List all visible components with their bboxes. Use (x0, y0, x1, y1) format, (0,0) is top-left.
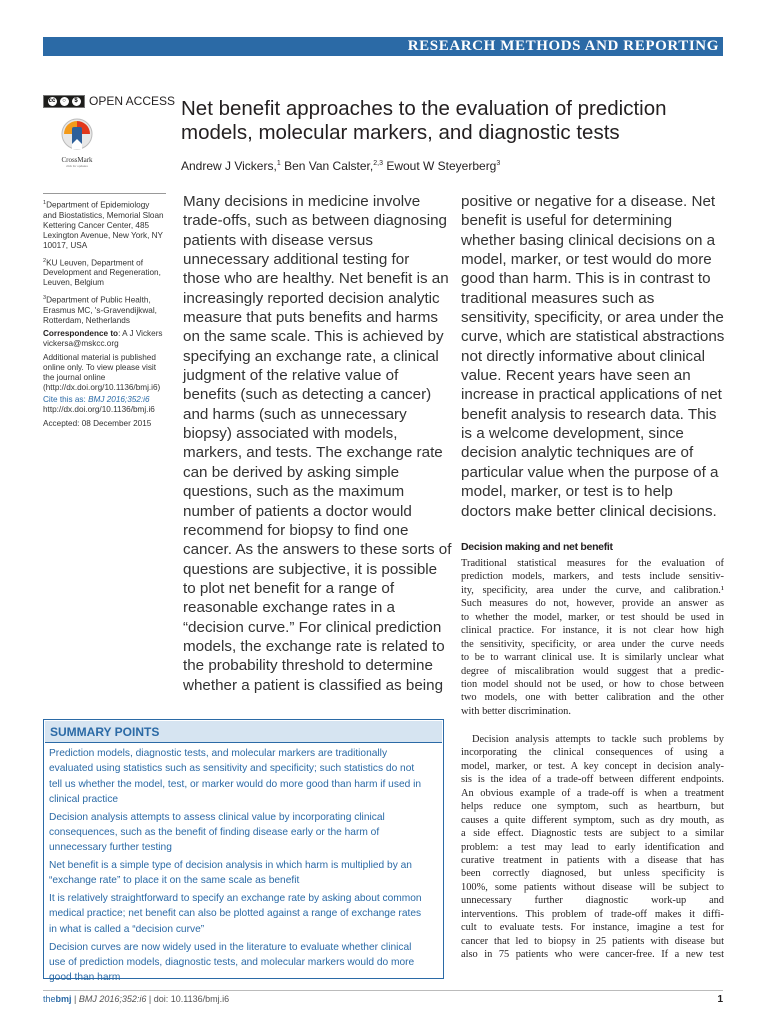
text-line: causes a quite different symptom, such as dry mouth, as (461, 814, 724, 826)
body-paragraph-2 (461, 733, 724, 961)
text-line: benefits (such as detecting a cancer) (183, 386, 432, 404)
footer-citation: BMJ 2016;352:i6 (78, 994, 147, 1004)
crossmark-label: CrossMark (61, 156, 93, 164)
text-line: degree of miscalibration would suggest that a predic- (461, 665, 724, 677)
open-access-label: OPEN ACCESS (89, 94, 176, 108)
text-line: helps reduce one symptom, such as heartburn, but (461, 801, 724, 813)
text-line: positive or negative for a disease. Net (461, 193, 716, 210)
text-line: doctors make better clinical decisions. (461, 502, 717, 520)
cc-license-icon[interactable] (43, 95, 85, 108)
text-line: model, marker, or test. A key concept in decision analy- (461, 760, 724, 772)
text-line: An obvious example of a trade-off is when a treatment (461, 787, 724, 799)
summary-point (49, 746, 441, 807)
author-list (181, 159, 500, 173)
text-line: number of patients a doctor would (183, 502, 412, 520)
text-line: questions are subjective, it is possible (183, 560, 438, 578)
text-line: increasingly reported decision analytic (183, 289, 440, 307)
summary-point (49, 891, 441, 937)
by-icon: ○ (60, 97, 69, 106)
accepted-date: Accepted: 08 December 2015 (43, 419, 152, 429)
page-number: 1 (717, 994, 723, 1005)
abstract-column-right (461, 192, 724, 521)
text-line: the sensitivity, specificity, or area under the curve needs (461, 638, 724, 650)
affiliation-2: $^2$KU Leuven, Department of Development and Regeneration, Leuven, Belgium (43, 257, 161, 288)
text-line: recommend for biopsy to find one (183, 521, 409, 539)
text-line: interventions. This problem of trade-off makes it diffi- (461, 908, 724, 920)
text-line: whether basing clinical decisions on a (461, 231, 716, 249)
summary-point-line: Decision curves are now widely used in the literature to evaluate whether clinical (49, 941, 412, 953)
abstract-column-left (183, 192, 451, 695)
author-name: Ben Van Calster, (284, 159, 374, 173)
summary-point-line: Net benefit is a simple type of decision analysis in which harm is multiplied by an (49, 860, 412, 872)
correspondence: Correspondence to: A J Vickers vickersa@mskcc.org (43, 329, 163, 349)
summary-point-line: Prediction models, diagnostic tests, and molecular markers are traditionally (49, 748, 388, 759)
author-affiliation-number: 1 (276, 160, 281, 167)
text-line: tion model should not be used, or how to chose between (461, 678, 724, 690)
footer-doi[interactable]: doi: 10.1136/bmj.i6 (153, 994, 230, 1004)
text-line: sis is the idea of a trade-off between different endpoints. (461, 774, 724, 786)
text-line: decision analytic techniques are of (461, 444, 694, 462)
summary-point (49, 810, 441, 856)
summary-points-box (43, 719, 444, 984)
text-line: value. Recent years have seen an (461, 367, 691, 385)
text-line: been correctly diagnosed, but unless specificity is (461, 868, 724, 880)
text-line: not directly informative about clinical (461, 347, 705, 365)
text-line: specifying an exchange rate, a clinical (183, 347, 439, 365)
author-name: Ewout W Steyerberg (386, 159, 497, 173)
text-line: incorporating the clinical consequences of using a (461, 747, 724, 759)
text-line: cult to evaluate tests. For instance, imagine a test for (461, 922, 724, 934)
text-line: particular value when the purpose of a (461, 463, 719, 481)
text-line: can be derived by asking simple (183, 463, 400, 481)
text-line: trade-offs, such as between diagnosing (183, 212, 447, 230)
summary-point (49, 940, 441, 986)
footer-divider (43, 990, 723, 991)
text-line: biopsy) associated with models, (183, 425, 398, 443)
article-title: Net benefit approaches to the evaluation of prediction models, molecular markers, and diagnostic tests (181, 97, 667, 144)
text-line: on the same scale. This is achieved by (183, 328, 444, 346)
text-line: cancer that led to biopsy in 25 patients with disease but (461, 935, 724, 947)
text-line: questions, such as the maximum (183, 483, 405, 501)
text-line: patients with disease versus (183, 231, 373, 249)
text-line: a side effect. Diagnostic tests are subject to a similar (461, 828, 724, 840)
page-footer: thebmj | BMJ 2016;352:i6 | doi: 10.1136/bmj.i6 (43, 994, 230, 1004)
text-line: two models, one with better calibration and the other (461, 692, 724, 704)
section-banner (43, 37, 723, 56)
text-line: to plot net benefit for a range of (183, 579, 395, 597)
text-line: benefit is useful for determining (461, 212, 673, 230)
text-line: Decision analysis attempts to tackle such problems by (472, 734, 724, 745)
crossmark-icon[interactable] (60, 117, 94, 157)
text-line: Such measures do not, however, provide an answer as (461, 598, 724, 610)
text-line: judgment of the relative value of (183, 367, 399, 385)
summary-point-line: Decision analysis attempts to assess clinical value by incorporating clinical (49, 811, 385, 823)
summary-point-line: good than harm (49, 972, 121, 984)
text-line: curve, which are statistical abstractions (461, 328, 725, 346)
text-line: reasonable exchange rates in a (183, 599, 395, 617)
summary-point-line: evaluated using statistics such as sensitivity and specificity; such statistics do not (49, 763, 415, 775)
text-line: markers, and tests. The exchange rate (183, 444, 443, 462)
summary-point-line: use of prediction models, diagnostic tests, and molecular markers would do more (49, 956, 415, 968)
text-line: “decision curve.” For clinical prediction (183, 618, 442, 636)
journal-logo-prefix: the (43, 994, 56, 1004)
summary-heading: SUMMARY POINTS (50, 725, 160, 739)
text-line: sensitivity, specificity, or area under the (461, 309, 724, 327)
text-line: also in 75 patients who were cancer-free. If a new test (461, 949, 724, 960)
sidebar-divider (43, 193, 166, 194)
affiliations-sidebar (43, 198, 165, 434)
body-paragraph-1 (461, 557, 724, 718)
text-line: ity, specificity, area under the curve, and calibration.¹ (461, 584, 724, 596)
text-line: increase in practical applications of net (461, 386, 722, 404)
text-line: to be to warrant clinical use. It is similarly unclear what (461, 652, 724, 664)
author-affiliation-number: 3 (496, 160, 501, 167)
journal-logo: bmj (55, 994, 72, 1004)
text-line: whether a patient is classified as being (183, 676, 444, 694)
text-line: Many decisions in medicine involve (183, 193, 421, 210)
doi-link[interactable]: http://dx.doi.org/10.1136/bmj.i6 (43, 405, 155, 415)
text-line: measure that puts benefits and harms (183, 309, 438, 327)
text-line: models, the exchange rate is related to (183, 637, 445, 655)
text-line: unnecessary further diagnostic work-up and (461, 895, 724, 907)
text-line: is a welcome development, since (461, 425, 684, 443)
summary-point-line: in what is called a “decision curve” (49, 923, 205, 935)
section-label: RESEARCH METHODS AND REPORTING (407, 38, 719, 54)
cc-icon: cc (48, 98, 56, 104)
summary-point-line: clinical practice (49, 793, 119, 805)
summary-point-line: tell us whether the model, test, or marker would do more good than harm if used in (49, 778, 422, 790)
summary-point-line: medical practice; net benefit can also be plotted against a range of exchange rates (49, 908, 422, 920)
citation-info: Cite this as: BMJ 2016;352:i6 http://dx.doi.org/10.1136/bmj.i6 (43, 395, 155, 415)
text-line: model, marker, or test would do more (461, 251, 712, 269)
crossmark-sublabel: click for updates (66, 164, 88, 168)
summary-header (45, 721, 442, 743)
text-line: curative treatment in patients with a disease that has (461, 854, 724, 866)
text-line: traditional measures such as (461, 289, 655, 307)
section-heading: Decision making and net benefit (461, 541, 613, 553)
citation-link[interactable]: BMJ 2016;352:i6 (88, 395, 150, 405)
text-line: those who are healthy. Net benefit is an (183, 270, 449, 288)
summary-point-line: It is relatively straightforward to specify an exchange rate by asking about common (49, 893, 422, 905)
text-line: the probability threshold to determine (183, 657, 433, 675)
additional-material-note: Additional material is published online only. To view please visit the journal online (http://dx.doi.org/10.1136/bmj.i6) (43, 353, 161, 393)
text-line: model, marker, or test is to help (461, 483, 673, 501)
text-line: Traditional statistical measures for the evaluation of (461, 558, 724, 569)
summary-point-line: “exchange rate” to place it on the same scale as benefit (49, 875, 300, 887)
summary-point (49, 858, 441, 889)
text-line: and harms (such as unnecessary (183, 405, 407, 423)
text-line: good than harm. This is in contrast to (461, 270, 711, 288)
author-affiliation-number: 2,3 (373, 160, 383, 167)
text-line: with better discrimination. (461, 705, 571, 717)
text-line: problem: a test may lead to early identification and (461, 841, 724, 853)
author-name: Andrew J Vickers, (181, 159, 277, 173)
text-line: prediction models, markers, and tests include sensitiv- (461, 571, 724, 583)
summary-point-line: unnecessary further testing (49, 842, 172, 854)
nc-icon: $ (72, 97, 81, 106)
text-line: clinical practice. For instance, it is not clear how high (461, 625, 724, 637)
text-line: to whether the model, marker, or test should be used in (461, 611, 724, 623)
summary-point-line: consequences, such as the benefit of finding disease early or the harm of (49, 826, 380, 838)
text-line: cancer. As the answers to these sorts of (183, 541, 452, 559)
text-line: unnecessary additional testing for (183, 251, 410, 269)
affiliation-1: $^1$Department of Epidemiology and Biostatistics, Memorial Sloan Kettering Cancer Center, 485 Lexington Avenue, New York, NY 10017, USA (43, 200, 164, 250)
summary-points-list (49, 746, 441, 988)
affiliation-3: $^3$Department of Public Health, Erasmus MC, 's-Gravendijkwal, Rotterdam, Netherlands (43, 295, 157, 326)
text-line: benefit analysis to research data. This (461, 405, 717, 423)
text-line: 100%, some patients without disease will be subject to (461, 881, 724, 893)
